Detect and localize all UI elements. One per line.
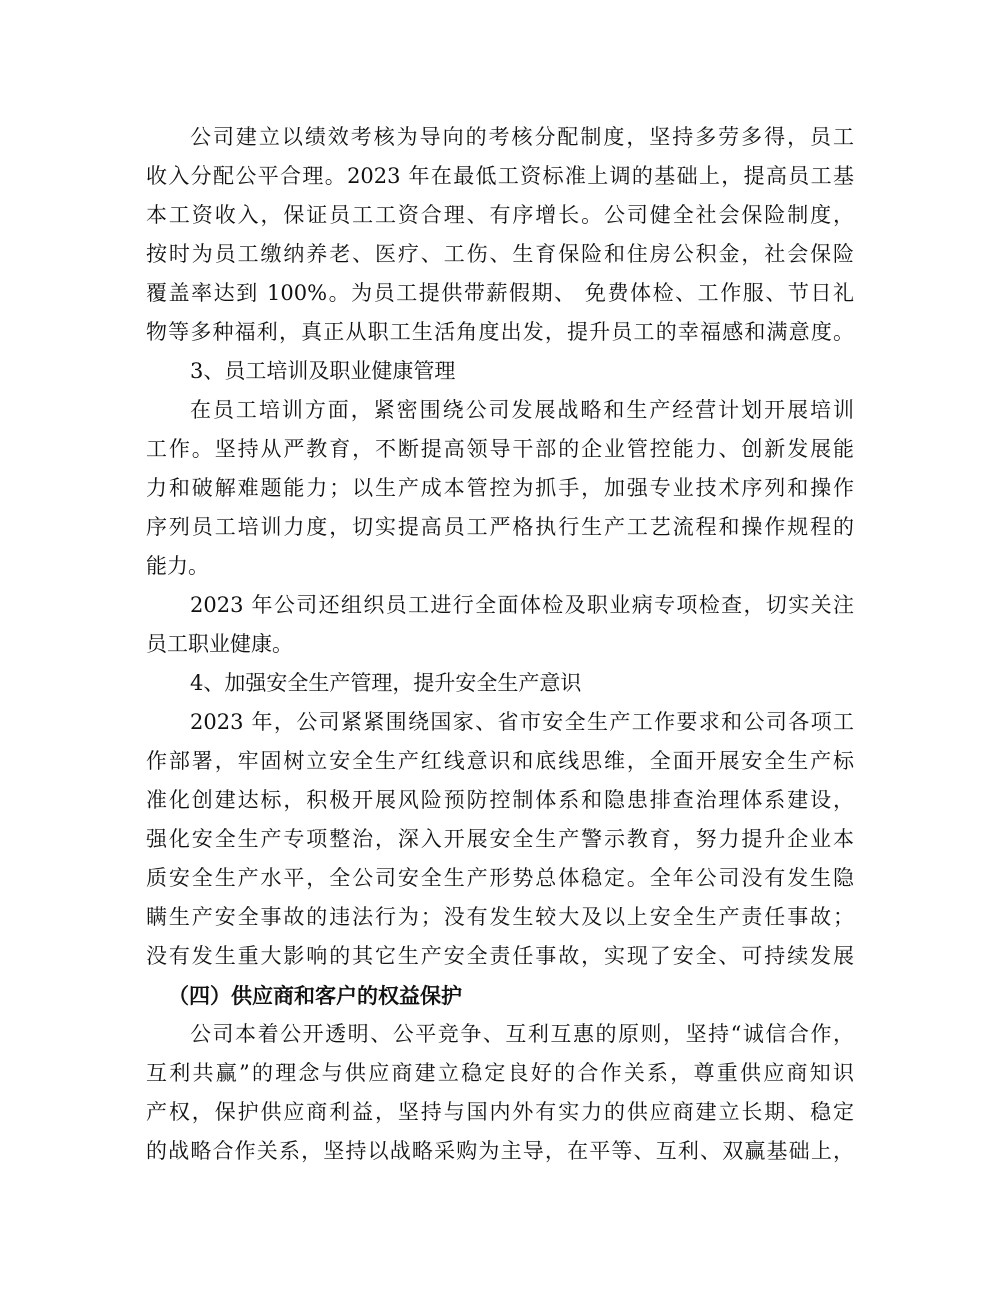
paragraph-line: 员工职业健康。 <box>146 632 293 656</box>
document-body <box>146 118 854 1171</box>
paragraph-line: 瞒生产安全事故的违法行为；没有发生较大及以上安全生产责任事故； <box>146 905 854 929</box>
paragraph-line: 公司本着公开透明、公平竞争、互利互惠的原则，坚持“诚信合作， <box>190 1022 854 1046</box>
paragraph-line: 2023 年公司还组织员工进行全面体检及职业病专项检查，切实关注 <box>190 593 854 617</box>
paragraph-line: 准化创建达标，积极开展风险预防控制体系和隐患排查治理体系建设， <box>146 788 854 812</box>
paragraph-line: 物等多种福利，真正从职工生活角度出发，提升员工的幸福感和满意度。 <box>146 320 854 344</box>
paragraph-line: 力和破解难题能力；以生产成本管控为抓手，加强专业技术序列和操作 <box>146 476 854 500</box>
paragraph-line: 覆盖率达到 100%。为员工提供带薪假期、 免费体检、工作服、节日礼 <box>146 281 854 305</box>
section-heading: 4、加强安全生产管理，提升安全生产意识 <box>190 671 582 695</box>
paragraph-line: 能力。 <box>146 554 209 578</box>
paragraph-line: 工作。坚持从严教育，不断提高领导干部的企业管控能力、创新发展能 <box>146 437 854 461</box>
paragraph-line: 互利共赢”的理念与供应商建立稳定良好的合作关系，尊重供应商知识 <box>146 1061 854 1085</box>
paragraph-line: 按时为员工缴纳养老、医疗、工伤、生育保险和住房公积金，社会保险 <box>146 242 854 266</box>
paragraph-line: 产权，保护供应商利益，坚持与国内外有实力的供应商建立长期、稳定 <box>146 1100 854 1124</box>
paragraph-line: 作部署，牢固树立安全生产红线意识和底线思维，全面开展安全生产标 <box>146 749 854 773</box>
paragraph-line: 2023 年，公司紧紧围绕国家、省市安全生产工作要求和公司各项工 <box>190 710 854 734</box>
paragraph-line: 在员工培训方面，紧密围绕公司发展战略和生产经营计划开展培训 <box>190 398 854 422</box>
paragraph-line: 没有发生重大影响的其它生产安全责任事故，实现了安全、可持续发展 <box>146 944 854 968</box>
paragraph-line: 序列员工培训力度，切实提高员工严格执行生产工艺流程和操作规程的 <box>146 515 854 539</box>
paragraph-line: 本工资收入，保证员工工资合理、有序增长。公司健全社会保险制度， <box>146 203 854 227</box>
paragraph-line: 的战略合作关系，坚持以战略采购为主导，在平等、互利、双赢基础上， <box>146 1139 854 1163</box>
section-heading: 3、员工培训及职业健康管理 <box>190 359 456 383</box>
paragraph-line: 收入分配公平合理。2023 年在最低工资标准上调的基础上，提高员工基 <box>146 164 854 188</box>
paragraph-line: 质安全生产水平，全公司安全生产形势总体稳定。全年公司没有发生隐 <box>146 866 854 890</box>
subsection-heading: （四）供应商和客户的权益保护 <box>168 983 462 1008</box>
paragraph-line: 强化安全生产专项整治，深入开展安全生产警示教育，努力提升企业本 <box>146 827 854 851</box>
paragraph-line: 公司建立以绩效考核为导向的考核分配制度，坚持多劳多得，员工 <box>190 125 854 149</box>
